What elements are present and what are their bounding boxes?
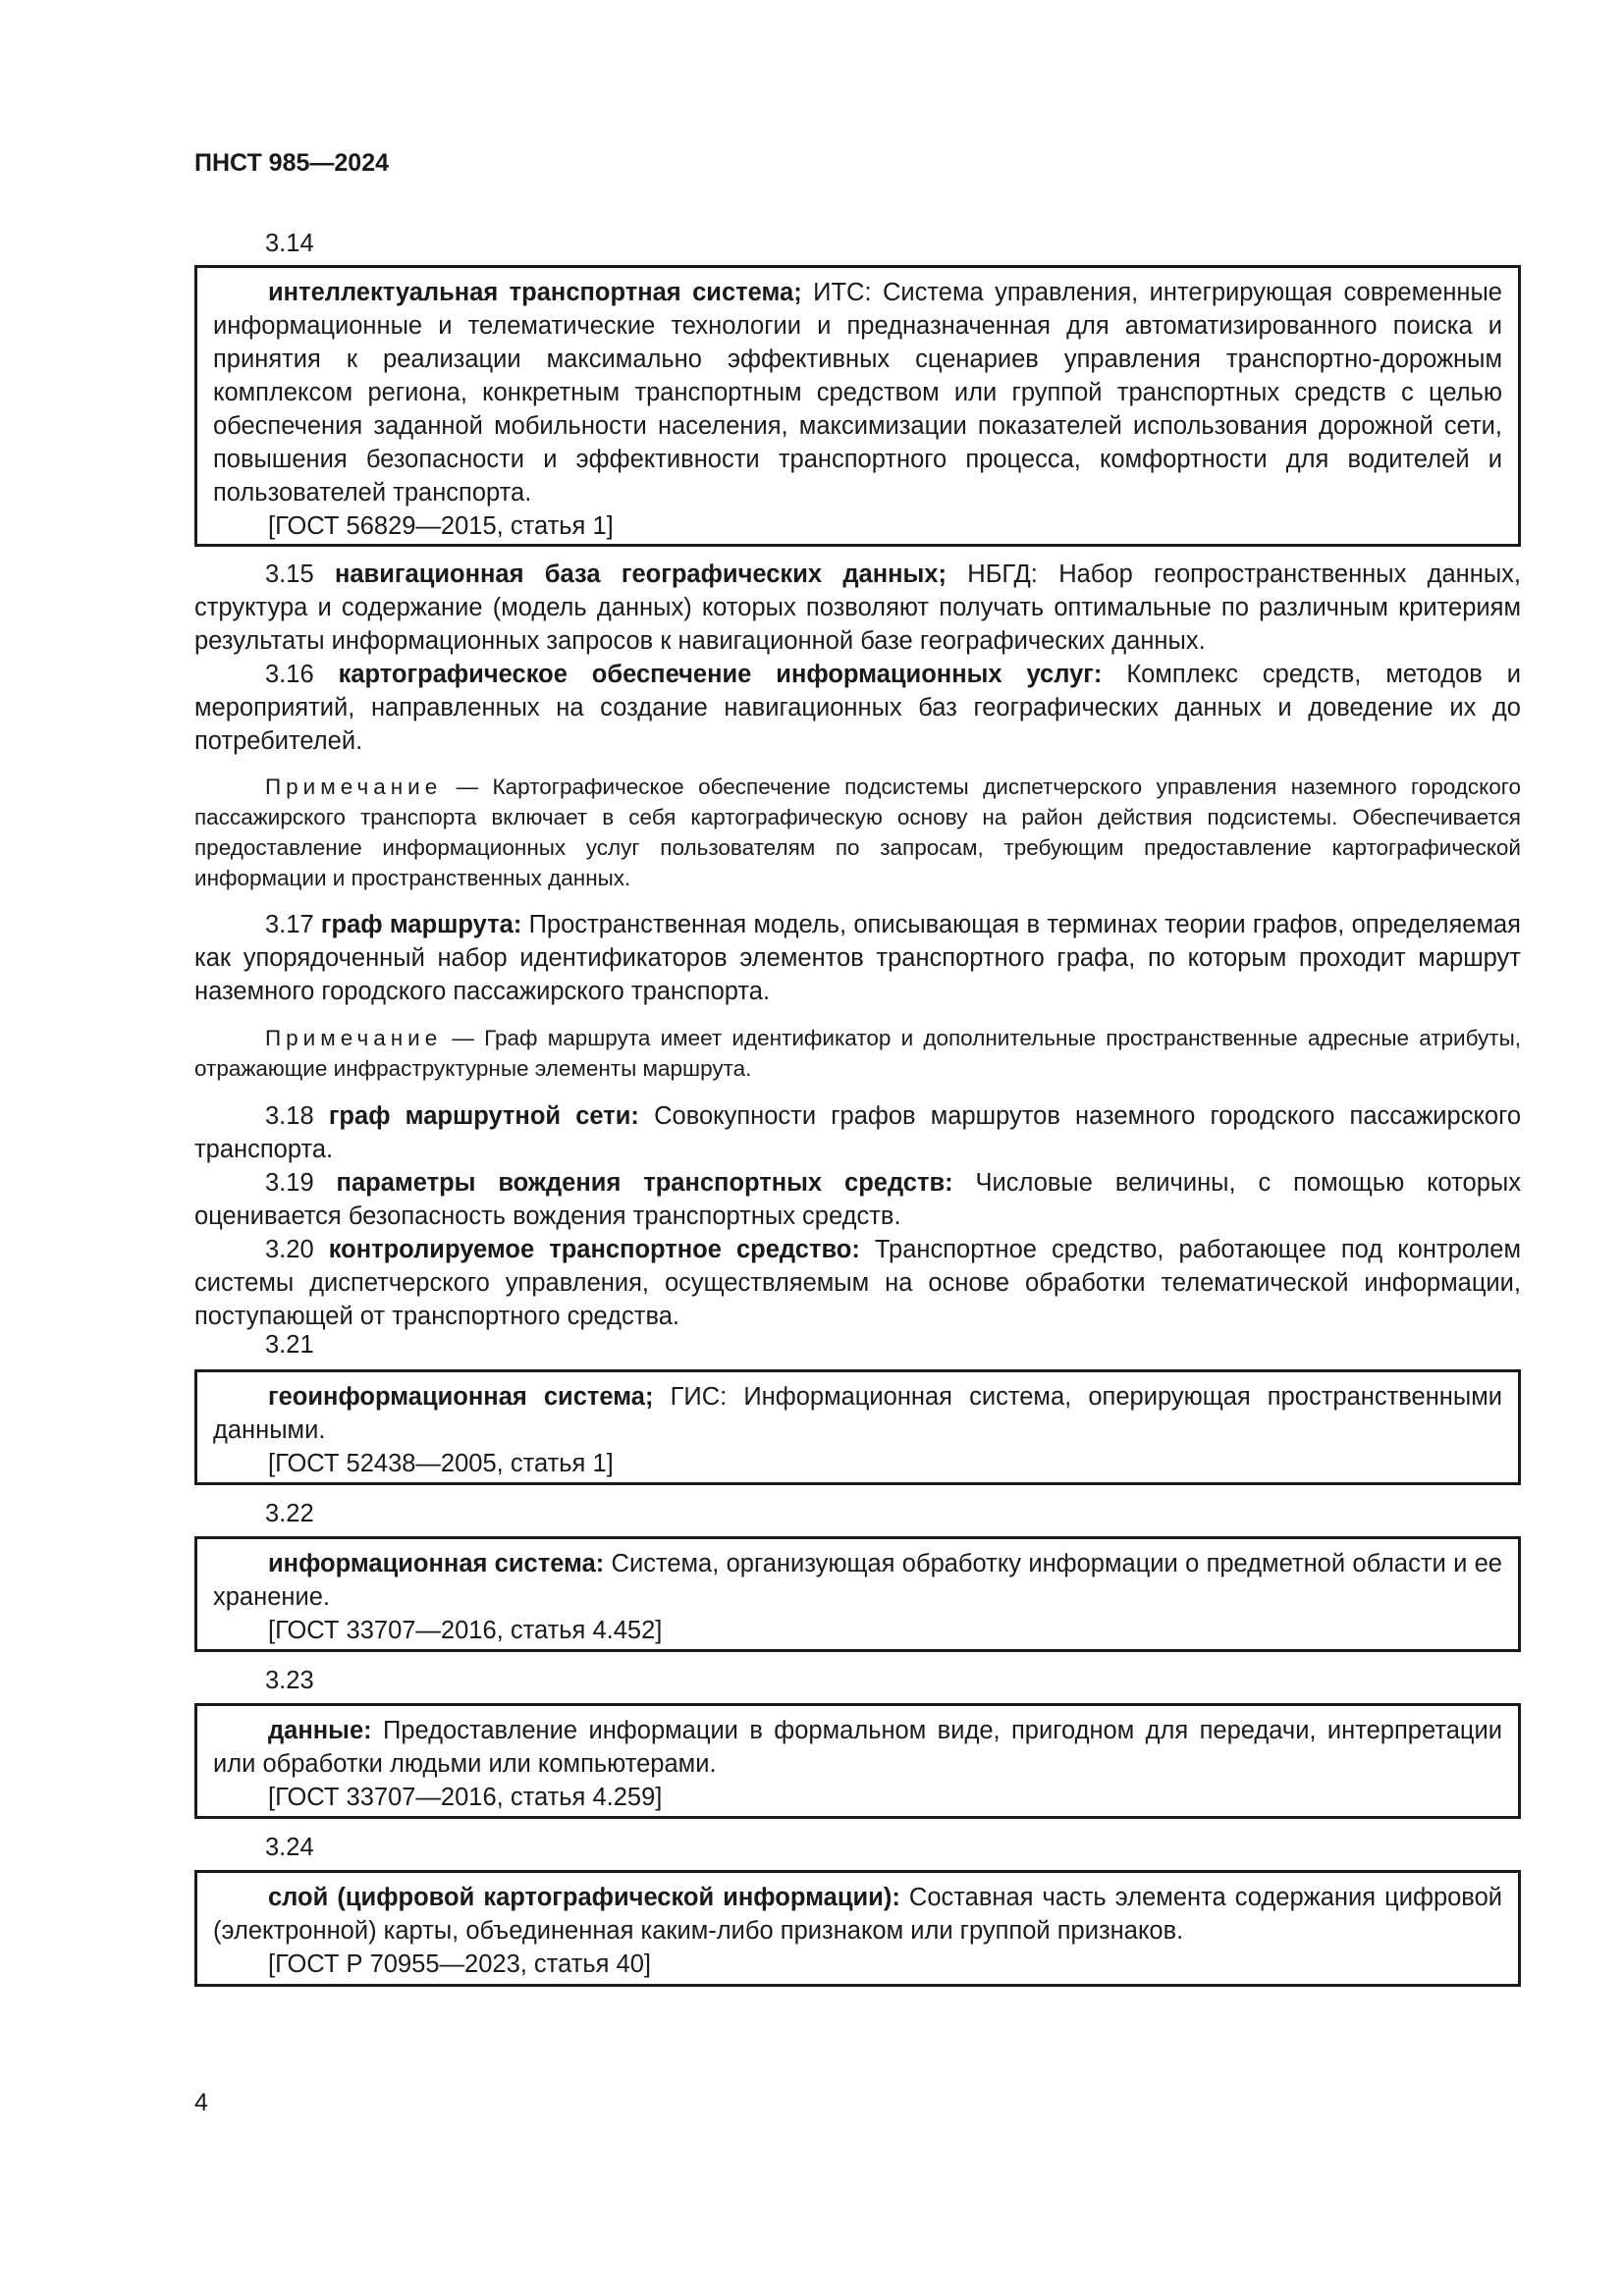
term-box (194, 1870, 1521, 1987)
term: навигационная база географических данных; (334, 561, 947, 588)
term-definition (213, 276, 1502, 509)
term-definition (194, 1099, 1521, 1166)
term: граф маршрутной сети: (328, 1102, 639, 1130)
term: интеллектуальная транспортная система; (268, 279, 802, 306)
entry-number: 3.18 (265, 1102, 314, 1130)
definition: ИТС: Система управления, интегрирующая современные информационные и телематические технологии и предназначенная для автоматизированного поиска и принятия к реализации максимально эффективных сценариев управления транспортно-дорожным комплексом региона, конкретным транспортным средством или группой транспортных средств с целью обеспечения заданной мобильности населения, максимизации показателей использования дорожной сети, повышения безопасности и эффективности транспортного процесса, комфортности для водителей и пользователей транспорта. (213, 279, 1502, 507)
term-definition (194, 1166, 1521, 1233)
entry-number: 3.24 (265, 1834, 314, 1861)
term: данные: (268, 1717, 372, 1744)
term: геоинформационная система; (268, 1383, 654, 1411)
definition: Пространственная модель, описывающая в терминах теории графов, определяемая как упорядоченный набор идентификаторов элементов транспортного графа, по которым проходит маршрут наземного городского пассажирского транспорта. (194, 911, 1521, 1005)
definition: Составная часть элемента содержания цифровой (электронной) карты, объединенная каким-либо признаком или группой признаков. (213, 1884, 1502, 1945)
term-definition (213, 1380, 1502, 1447)
entry-number: 3.21 (265, 1331, 314, 1359)
entry-number: 3.15 (265, 561, 314, 588)
term: параметры вождения транспортных средств: (336, 1169, 953, 1197)
term-definition (194, 1233, 1521, 1333)
term-definition (213, 1881, 1502, 1948)
definition: НБГД: Набор геопространственных данных, структура и содержание (модель данных) которых позволяют получать оптимальные по различным критериям результаты информационных запросов к навигационной базе географических данных. (194, 561, 1522, 655)
document-id: ПНСТ 985—2024 (194, 149, 389, 177)
source-reference: [ГОСТ 56829—2015, статья 1] (268, 512, 614, 540)
entry-number: 3.14 (265, 230, 314, 257)
term-definition (194, 558, 1521, 658)
source-reference: [ГОСТ Р 70955—2023, статья 40] (268, 1950, 651, 1978)
term-box (194, 1536, 1521, 1652)
source-reference: [ГОСТ 33707—2016, статья 4.452] (268, 1617, 663, 1644)
term-definition (213, 1547, 1502, 1614)
definition: Предоставление информации в формальном виде, пригодном для передачи, интерпретации или обработки людьми или компьютерами. (213, 1717, 1502, 1778)
term: информационная система: (268, 1550, 605, 1577)
entry-number: 3.17 (265, 911, 314, 938)
note-label: Примечание (265, 1026, 443, 1050)
note-text: — Граф маршрута имеет идентификатор и дополнительные пространственные адресные атрибуты, отражающие инфраструктурные элементы маршрута. (194, 1026, 1521, 1081)
term-definition (194, 908, 1521, 1008)
definition: ГИС: Информационная система, оперирующая пространственными данными. (213, 1383, 1502, 1444)
term-definition (194, 658, 1521, 758)
source-reference: [ГОСТ 52438—2005, статья 1] (268, 1450, 614, 1477)
entry-number: 3.23 (265, 1667, 314, 1694)
definition: Система, организующая обработку информации о предметной области и ее хранение. (213, 1550, 1502, 1611)
entry-number: 3.22 (265, 1500, 314, 1527)
definition: Транспортное средство, работающее под контролем системы диспетчерского управления, осуществляемым на основе обработки телематической информации, поступающей от транспортного средства. (194, 1236, 1521, 1330)
definition: Числовые величины, с помощью которых оценивается безопасность вождения транспортных средств. (194, 1169, 1521, 1230)
term-box (194, 265, 1521, 547)
term-definition (213, 1714, 1502, 1781)
note-text: — Картографическое обеспечение подсистемы диспетчерского управления наземного городского пассажирского транспорта включает в себя картографическую основу на район действия подсистемы. Обеспечивается предоставление информационных услуг пользователям по запросам, требующим предоставление картографической информации и пространственных данных. (194, 774, 1521, 890)
source-reference: [ГОСТ 33707—2016, статья 4.259] (268, 1784, 663, 1811)
note (194, 1023, 1521, 1084)
term: контролируемое транспортное средство: (328, 1236, 860, 1263)
definition: Комплекс средств, методов и мероприятий, направленных на создание навигационных баз географических данных и доведение их до потребителей. (194, 661, 1521, 755)
note (194, 772, 1521, 893)
term: слой (цифровой картографической информации): (268, 1884, 900, 1911)
page-number: 4 (194, 2089, 208, 2116)
entry-number: 3.16 (265, 661, 314, 688)
term-box (194, 1703, 1521, 1819)
term-box (194, 1369, 1521, 1485)
entry-number: 3.19 (265, 1169, 314, 1197)
definition: Совокупности графов маршрутов наземного городского пассажирского транспорта. (194, 1102, 1522, 1163)
entry-number: 3.20 (265, 1236, 314, 1263)
term: картографическое обеспечение информационных услуг: (338, 661, 1103, 688)
note-label: Примечание (265, 774, 443, 799)
term: граф маршрута: (320, 911, 522, 938)
